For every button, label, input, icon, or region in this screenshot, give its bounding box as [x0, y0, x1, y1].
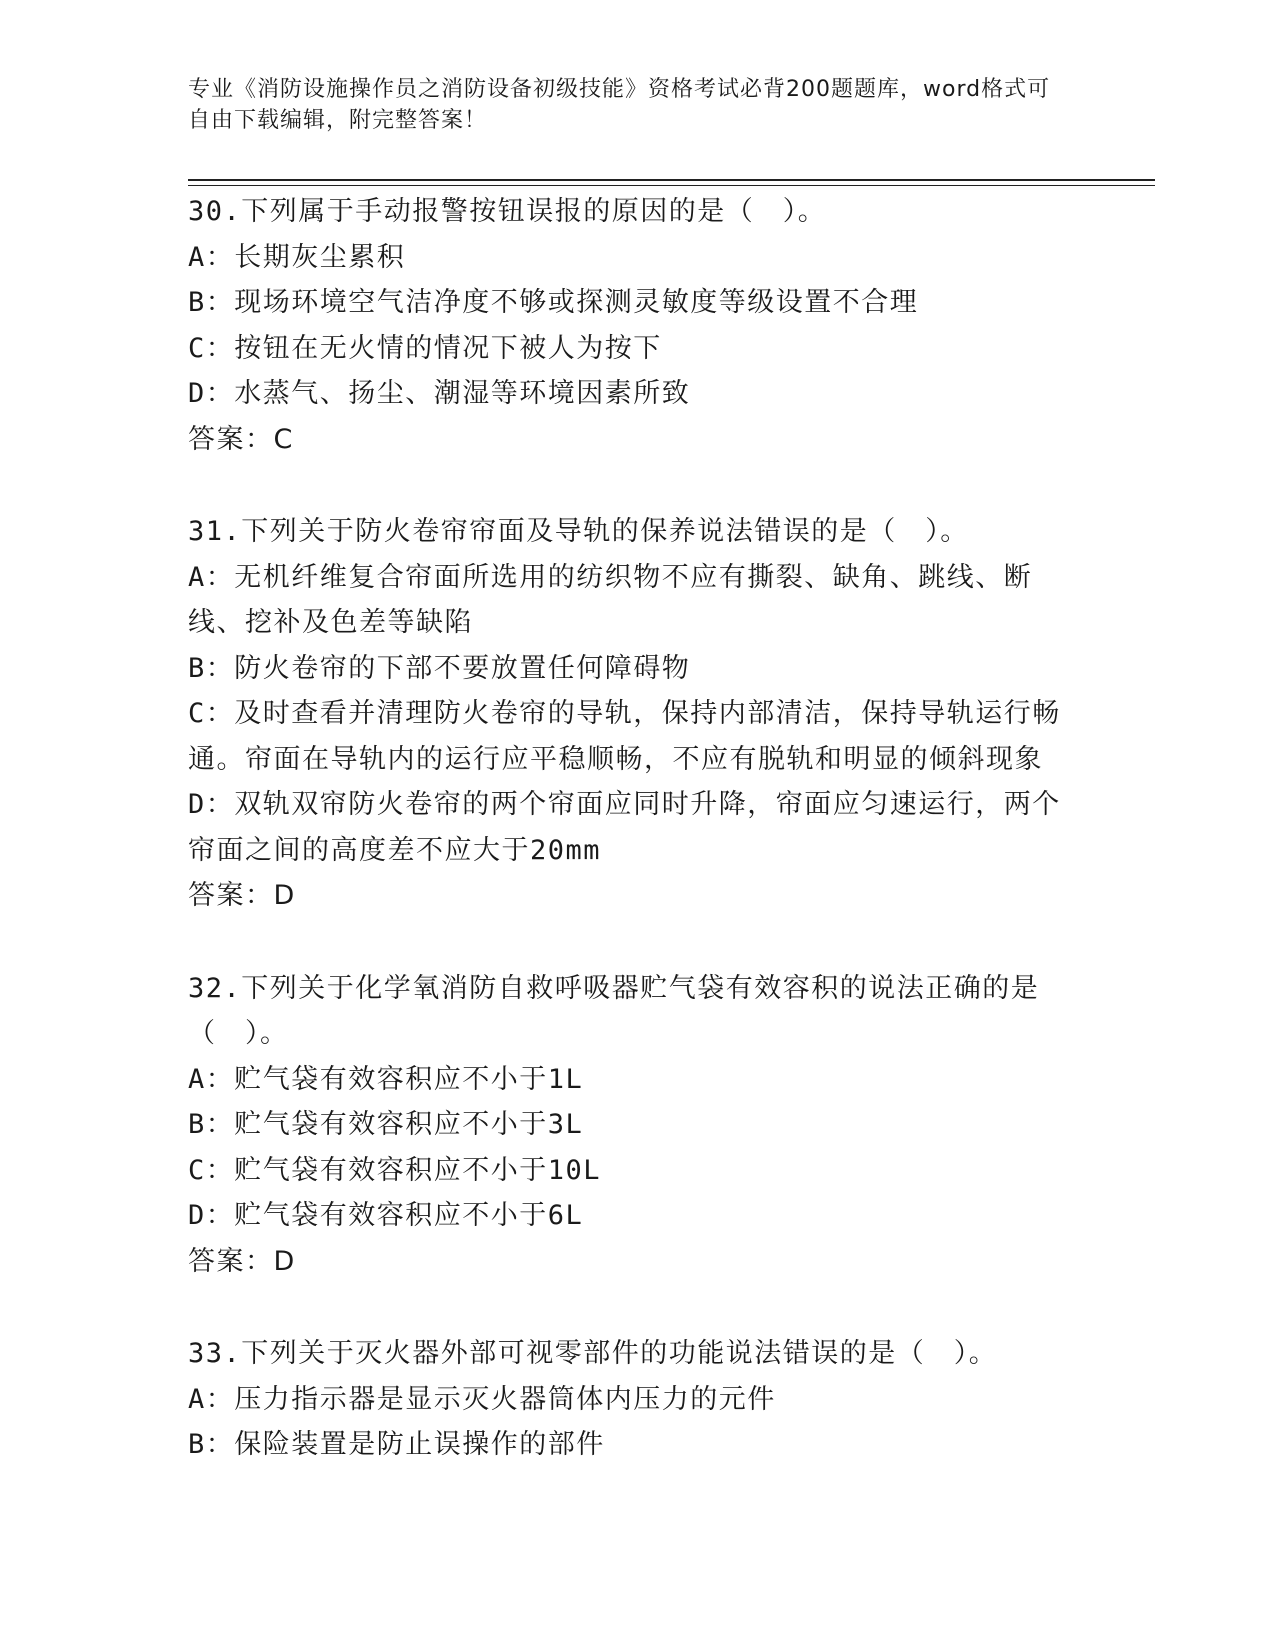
header-divider-thin [188, 185, 1155, 186]
option-c: C：及时查看并清理防火卷帘的导轨，保持内部清洁，保持导轨运行畅通。帘面在导轨内的运行应平稳顺畅，不应有脱轨和明显的倾斜现象 [188, 698, 1061, 775]
option-d: D：贮气袋有效容积应不小于6L [188, 1200, 584, 1231]
option-d: D：双轨双帘防火卷帘的两个帘面应同时升降，帘面应匀速运行，两个帘面之间的高度差不应大于20mm [188, 789, 1061, 866]
question-stem: 33.下列关于灭火器外部可视零部件的功能说法错误的是（ ）。 [188, 1338, 998, 1369]
header-divider [188, 179, 1155, 181]
option-b: B：防火卷帘的下部不要放置任何障碍物 [188, 652, 691, 684]
option-d: D：水蒸气、扬尘、潮湿等环境因素所致 [188, 378, 691, 409]
option-c: C：按钮在无火情的情况下被人为按下 [188, 332, 662, 364]
option-b: B：保险装置是防止误操作的部件 [188, 1429, 605, 1460]
question-stem: 30.下列属于手动报警按钮误报的原因的是（ ）。 [188, 196, 827, 227]
option-a: A：无机纤维复合帘面所选用的纺织物不应有撕裂、缺角、跳线、断线、挖补及色差等缺陷 [188, 561, 1033, 638]
answer: 答案：D [188, 880, 296, 911]
option-a: A：贮气袋有效容积应不小于1L [188, 1063, 584, 1095]
option-b: B：现场环境空气洁净度不够或探测灵敏度等级设置不合理 [188, 287, 919, 318]
question-stem: 32.下列关于化学氧消防自救呼吸器贮气袋有效容积的说法正确的是（ ）。 [188, 972, 1040, 1049]
option-a: A：长期灰尘累积 [188, 241, 406, 273]
option-c: C：贮气袋有效容积应不小于10L [188, 1154, 602, 1186]
question-31 [188, 509, 1068, 919]
answer: 答案：D [188, 1245, 296, 1277]
answer: 答案：C [188, 423, 294, 455]
question-30 [188, 189, 1068, 462]
question-33 [188, 1331, 1068, 1468]
option-b: B：贮气袋有效容积应不小于3L [188, 1109, 584, 1140]
question-stem: 31.下列关于防火卷帘帘面及导轨的保养说法错误的是（ ）。 [188, 516, 969, 547]
question-32 [188, 966, 1068, 1285]
document-header: 专业《消防设施操作员之消防设备初级技能》资格考试必背200题题库，word格式可自由下载编辑，附完整答案！ [188, 77, 1051, 133]
option-a: A：压力指示器是显示灭火器筒体内压力的元件 [188, 1383, 776, 1415]
question-list [188, 189, 1068, 1515]
